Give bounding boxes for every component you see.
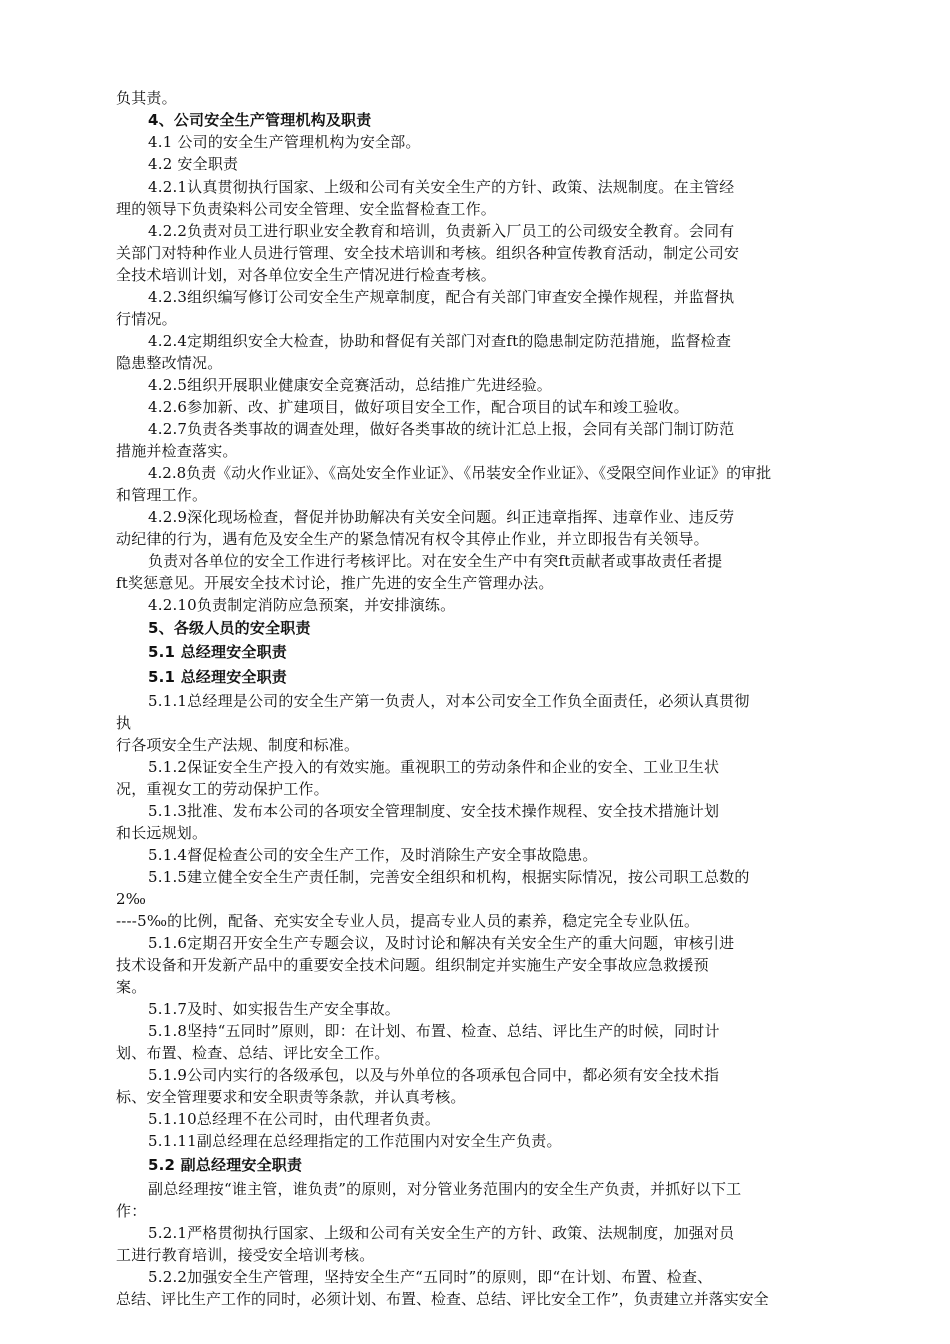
- text-line: 4.2 安全职责: [148, 155, 239, 173]
- text-line: 5.1.5建立健全安全生产责任制，完善安全组织和机构，根据实际情况，按公司职工总数的: [148, 868, 750, 886]
- text-line: 4.1 公司的安全生产管理机构为安全部。: [148, 133, 421, 151]
- text-line: 5.2.1严格贯彻执行国家、上级和公司有关安全生产的方针、政策、法规制度，加强对员: [148, 1224, 735, 1242]
- text-line: 副总经理按“谁主管，谁负责”的原则，对分管业务范围内的安全生产负责，并抓好以下工: [148, 1180, 742, 1198]
- text-line: 行情况。: [116, 310, 177, 328]
- subsection-heading: 5.1 总经理安全职责: [148, 643, 287, 661]
- text-line: 5.1.9公司内实行的各级承包，以及与外单位的各项承包合同中，都必须有安全技术指: [148, 1066, 720, 1084]
- text-line: 5.2.2加强安全生产管理，坚持安全生产“五同时”的原则，即“在计划、布置、检查、: [148, 1268, 713, 1286]
- text-line: 执: [116, 714, 132, 732]
- text-line: 负其责。: [116, 89, 177, 107]
- text-line: 5.1.2保证安全生产投入的有效实施。重视职工的劳动条件和企业的安全、工业卫生状: [148, 758, 720, 776]
- text-line: 5.1.4督促检查公司的安全生产工作，及时消除生产安全事故隐患。: [148, 846, 598, 864]
- text-line: 5.1.7及时、如实报告生产安全事故。: [148, 1000, 400, 1018]
- text-line: 4.2.1认真贯彻执行国家、上级和公司有关安全生产的方针、政策、法规制度。在主管经: [148, 178, 735, 196]
- text-line: ft奖惩意见。开展安全技术讨论，推广先进的安全生产管理办法。: [116, 574, 554, 592]
- text-line: 2‰: [116, 890, 147, 908]
- text-line: 负责对各单位的安全工作进行考核评比。对在安全生产中有突ft贡献者或事故责任者提: [148, 552, 723, 570]
- text-line: 作：: [116, 1202, 147, 1220]
- text-line: 况，重视女工的劳动保护工作。: [116, 780, 329, 798]
- text-line: 5.1.1总经理是公司的安全生产第一负责人，对本公司安全工作负全面责任，必须认真贯彻: [148, 692, 750, 710]
- section-heading: 5、各级人员的安全职责: [148, 619, 311, 637]
- text-line: 和管理工作。: [116, 486, 208, 504]
- text-line: 5.1.6定期召开安全生产专题会议，及时讨论和解决有关安全生产的重大问题，审核引进: [148, 934, 735, 952]
- text-line: 4.2.6参加新、改、扩建项目，做好项目安全工作，配合项目的试车和竣工验收。: [148, 398, 689, 416]
- text-line: 全技术培训计划，对各单位安全生产情况进行检查考核。: [116, 266, 497, 284]
- text-line: 总结、评比生产工作的同时，必须计划、布置、检查、总结、评比安全工作”，负责建立并落实安全: [116, 1290, 769, 1308]
- text-line: 4.2.8负责《动火作业证》、《高处安全作业证》、《吊装安全作业证》、《受限空间作业证》的审批: [148, 464, 772, 482]
- text-line: 和长远规划。: [116, 824, 208, 842]
- text-line: 5.1.8坚持“五同时”原则，即：在计划、布置、检查、总结、评比生产的时候，同时计: [148, 1022, 720, 1040]
- text-line: 5.1.11副总经理在总经理指定的工作范围内对安全生产负责。: [148, 1132, 562, 1150]
- text-line: 理的领导下负责染料公司安全管理、安全监督检查工作。: [116, 200, 497, 218]
- section-heading: 4、公司安全生产管理机构及职责: [148, 111, 372, 129]
- text-line: 措施并检查落实。: [116, 442, 238, 460]
- text-line: 4.2.7负责各类事故的调查处理，做好各类事故的统计汇总上报，会同有关部门制订防范: [148, 420, 735, 438]
- text-line: 5.1.3批准、发布本公司的各项安全管理制度、安全技术操作规程、安全技术措施计划: [148, 802, 720, 820]
- text-line: 4.2.2负责对员工进行职业安全教育和培训，负责新入厂员工的公司级安全教育。会同有: [148, 222, 735, 240]
- text-line: 关部门对特种作业人员进行管理、安全技术培训和考核。组织各种宣传教育活动，制定公司安: [116, 244, 740, 262]
- text-line: 工进行教育培训，接受安全培训考核。: [116, 1246, 375, 1264]
- text-line: 4.2.9深化现场检查，督促并协助解决有关安全问题。纠正违章指挥、违章作业、违反劳: [148, 508, 735, 526]
- text-line: 4.2.10负责制定消防应急预案，并安排演练。: [148, 596, 456, 614]
- text-line: 动纪律的行为，遇有危及安全生产的紧急情况有权令其停止作业，并立即报告有关领导。: [116, 530, 709, 548]
- text-line: 隐患整改情况。: [116, 354, 223, 372]
- text-line: 案。: [116, 978, 147, 996]
- text-line: 标、安全管理要求和安全职责等条款，并认真考核。: [116, 1088, 466, 1106]
- subsection-heading: 5.1 总经理安全职责: [148, 668, 287, 686]
- text-line: 5.1.10总经理不在公司时，由代理者负责。: [148, 1110, 441, 1128]
- text-line: 4.2.5组织开展职业健康安全竞赛活动，总结推广先进经验。: [148, 376, 552, 394]
- text-line: 4.2.4定期组织安全大检查，协助和督促有关部门对查ft的隐患制定防范措施，监督检查: [148, 332, 732, 350]
- text-line: ----5‰的比例，配备、充实安全专业人员，提高专业人员的素养，稳定完全专业队伍。: [116, 912, 700, 930]
- text-line: 4.2.3组织编写修订公司安全生产规章制度，配合有关部门审查安全操作规程，并监督执: [148, 288, 735, 306]
- subsection-heading: 5.2 副总经理安全职责: [148, 1156, 303, 1174]
- text-line: 行各项安全生产法规、制度和标准。: [116, 736, 360, 754]
- text-line: 划、布置、检查、总结、评比安全工作。: [116, 1044, 390, 1062]
- text-line: 技术设备和开发新产品中的重要安全技术问题。组织制定并实施生产安全事故应急救援预: [116, 956, 709, 974]
